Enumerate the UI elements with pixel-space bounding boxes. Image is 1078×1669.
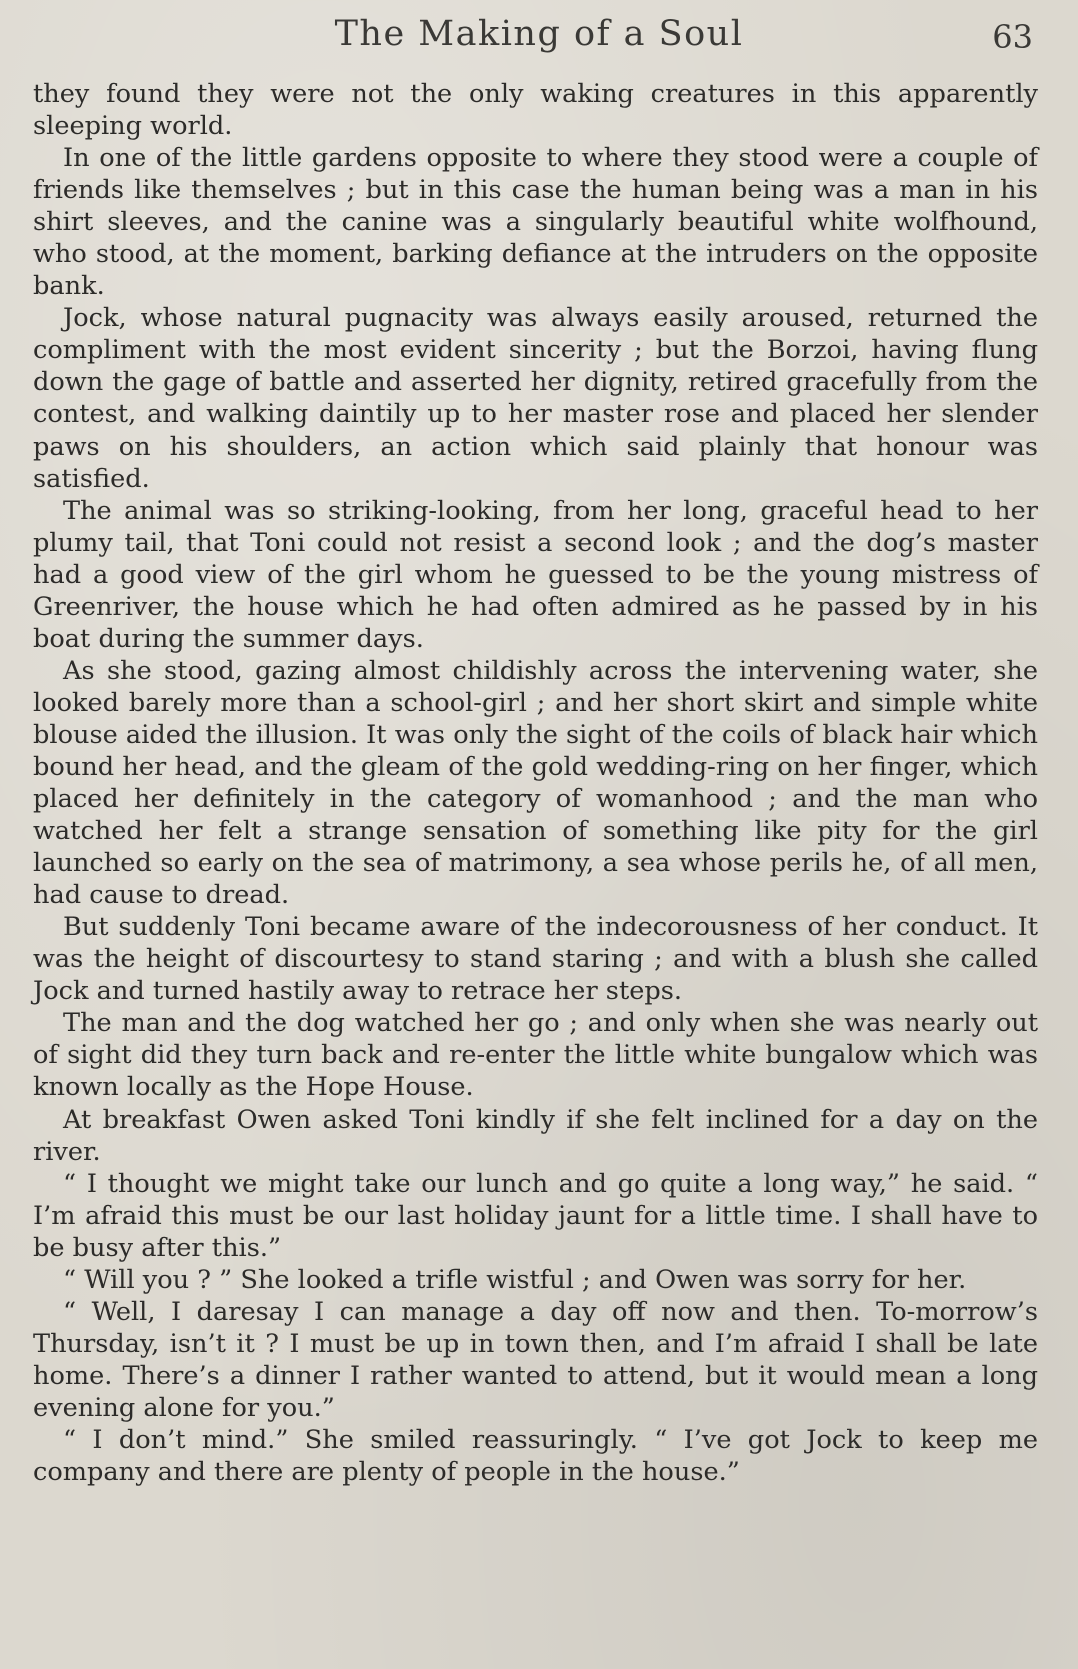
paragraph: Jock, whose natural pugnacity was always easily aroused, returned the compliment with the most evident sincerity ; but the Borzoi, having flung down the gage of battle and asserted her dignity, retired gracefully from the contest, and walking daintily up to her master rose and placed her slender paws on his shoulders, an action which said plainly that honour was satisfied. <box>33 303 1038 494</box>
paragraph: The animal was so striking-looking, from her long, graceful head to her plumy tail, that Toni could not resist a second look ; and the dog’s master had a good view of the girl whom he guessed to be the young mistress of Greenriver, the house which he had often admired as he passed by in his boat during the summer days. <box>33 495 1038 654</box>
paragraph: “ Well, I daresay I can manage a day off now and then. To-morrow’s Thursday, isn’t it ? I must be up in town then, and I’m afraid I shall be late home. There’s a dinner I rather wanted to attend, but it would mean a long evening alone for you.” <box>33 1296 1038 1423</box>
paragraph-continued: they found they were not the only waking creatures in this apparently sleeping world. <box>33 79 1038 142</box>
paragraph: In one of the little gardens opposite to where they stood were a couple of friends like themselves ; but in this case the human being was a man in his shirt sleeves, and the canine was a singularly beautiful white wolfhound, who stood, at the moment, barking defiance at the intruders on the opposite bank. <box>33 143 1038 302</box>
page-number: 63 <box>992 18 1033 56</box>
paragraph: At breakfast Owen asked Toni kindly if she felt inclined for a day on the river. <box>33 1104 1038 1167</box>
paragraph: “ Will you ? ” She looked a trifle wistful ; and Owen was sorry for her. <box>63 1264 967 1295</box>
paragraph: “ I thought we might take our lunch and go quite a long way,” he said. “ I’m afraid this must be our last holiday jaunt for a little time. I shall have to be busy after this.” <box>33 1168 1038 1263</box>
paragraph: The man and the dog watched her go ; and only when she was nearly out of sight did they turn back and re-enter the little white bungalow which was known locally as the Hope House. <box>33 1008 1038 1103</box>
paragraph: But suddenly Toni became aware of the indecorousness of her conduct. It was the height of discourtesy to stand staring ; and with a blush she called Jock and turned hastily away to retrace her steps. <box>33 912 1038 1007</box>
paragraph: As she stood, gazing almost childishly across the intervening water, she looked barely more than a school-girl ; and her short skirt and simple white blouse aided the illusion. It was only the sight of the coils of black hair which bound her head, and the gleam of the gold wedding-ring on her finger, which placed her definitely in the category of womanhood ; and the man who watched her felt a strange sensation of something like pity for the girl launched so early on the sea of matrimony, a sea whose perils he, of all men, had cause to dread. <box>33 655 1038 911</box>
paragraph: “ I don’t mind.” She smiled reassuringly. “ I’ve got Jock to keep me company and there are plenty of people in the house.” <box>33 1424 1038 1488</box>
running-head <box>0 14 1078 64</box>
running-head-title: The Making of a Soul <box>334 14 744 54</box>
body-text <box>33 78 1038 1488</box>
